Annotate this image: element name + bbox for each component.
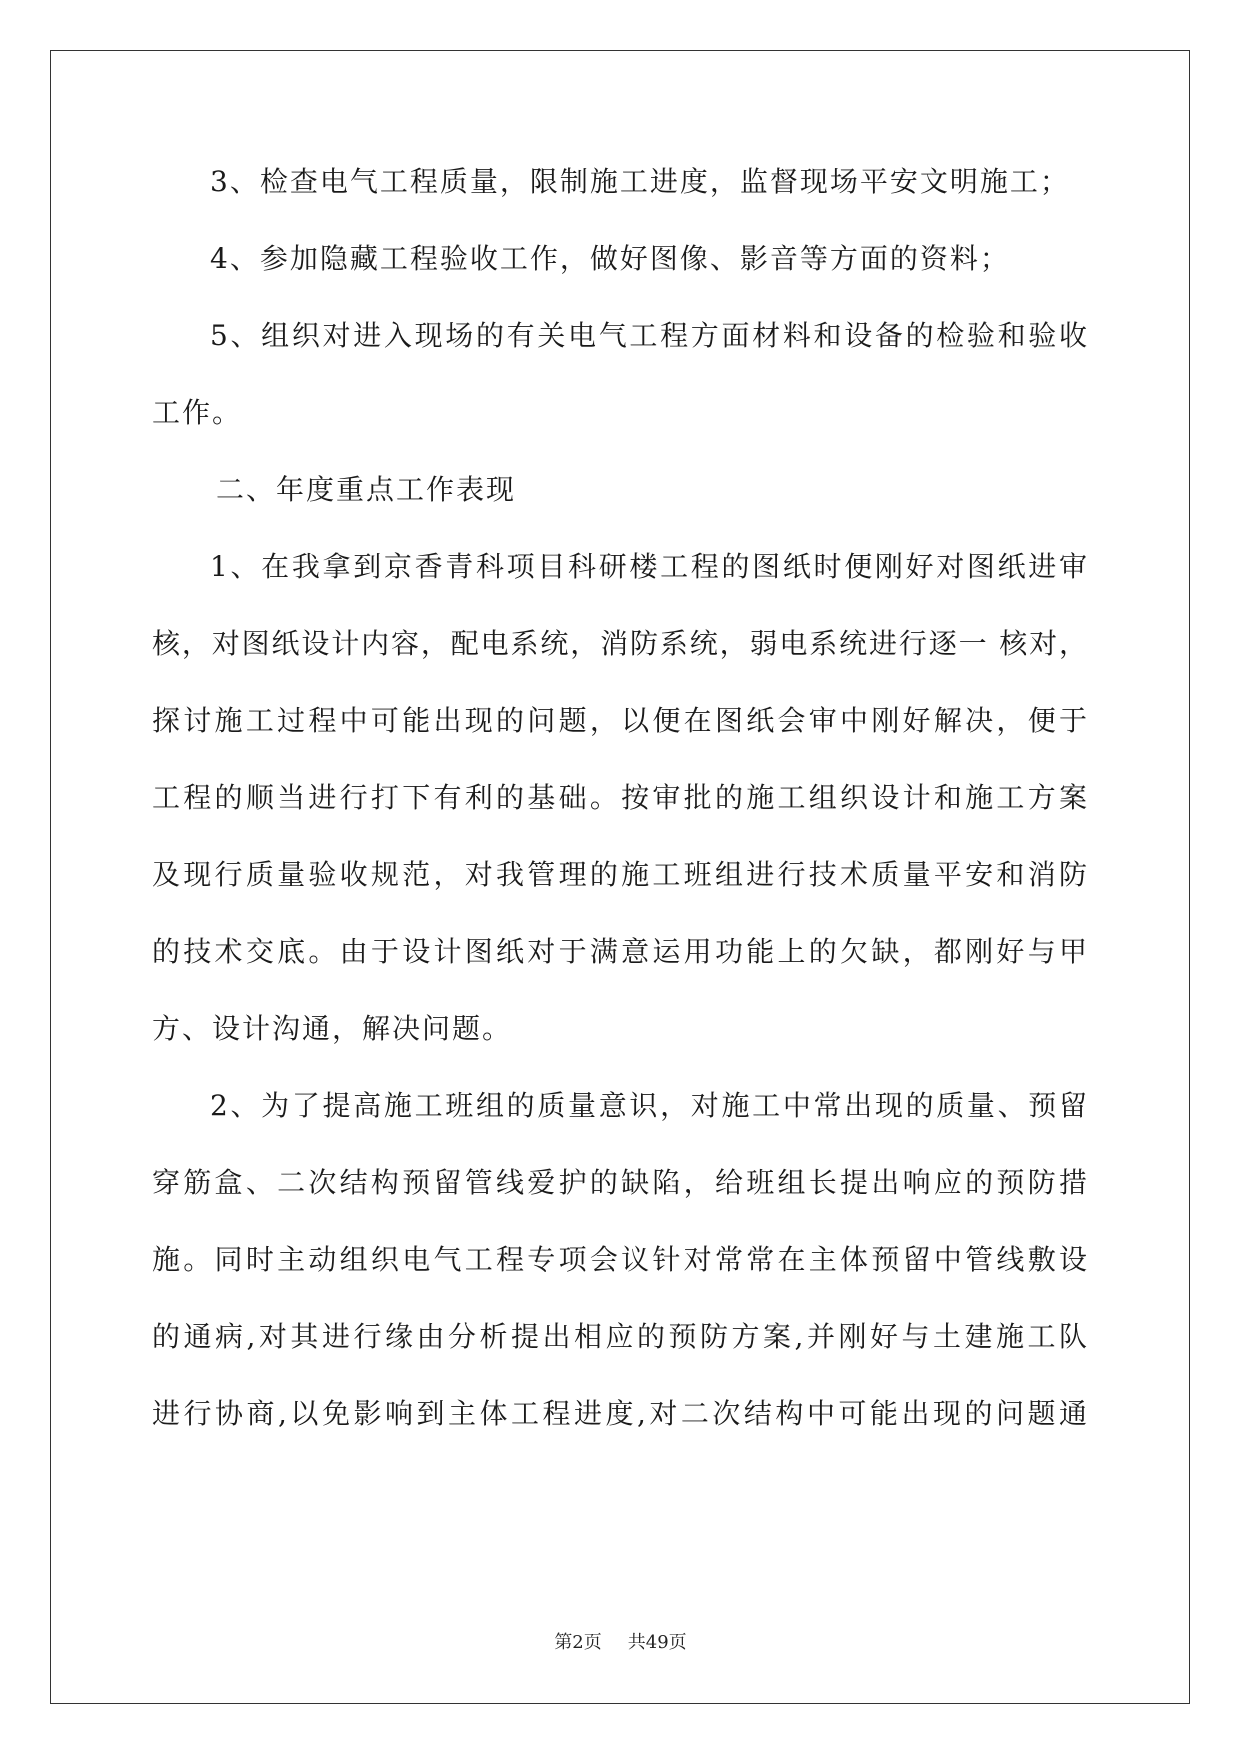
text-line: 二、年度重点工作表现 bbox=[216, 473, 517, 506]
text-line: 3、检查电气工程质量，限制施工进度，监督现场平安文明施工； bbox=[210, 165, 1070, 198]
page-total: 共49页 bbox=[627, 1632, 687, 1653]
text-line: 核，对图纸设计内容，配电系统，消防系统，弱电系统进行逐一 核对， bbox=[152, 627, 1087, 660]
text-line: 4、参加隐藏工程验收工作，做好图像、影音等方面的资料； bbox=[210, 242, 1010, 275]
text-line: 探讨施工过程中可能出现的问题，以便在图纸会审中刚好解决，便于 bbox=[152, 704, 1087, 737]
text-line: 及现行质量验收规范，对我管理的施工班组进行技术质量平安和消防 bbox=[152, 858, 1087, 891]
text-line: 5、组织对进入现场的有关电气工程方面材料和设备的检验和验收 bbox=[210, 319, 1087, 352]
text-line: 的技术交底。由于设计图纸对于满意运用功能上的欠缺，都刚好与甲 bbox=[152, 935, 1087, 968]
text-line: 进行协商,以免影响到主体工程进度,对二次结构中可能出现的问题通 bbox=[152, 1397, 1087, 1430]
text-line: 2、为了提高施工班组的质量意识，对施工中常出现的质量、预留 bbox=[210, 1089, 1087, 1122]
page-number: 第2页 bbox=[554, 1632, 602, 1653]
text-line: 的通病,对其进行缘由分析提出相应的预防方案,并刚好与土建施工队 bbox=[152, 1320, 1087, 1353]
text-line: 穿筋盒、二次结构预留管线爱护的缺陷，给班组长提出响应的预防措 bbox=[152, 1166, 1087, 1199]
text-line: 1、在我拿到京香青科项目科研楼工程的图纸时便刚好对图纸进审 bbox=[210, 550, 1087, 583]
text-line: 方、设计沟通，解决问题。 bbox=[152, 1012, 513, 1045]
page-footer bbox=[0, 1628, 1241, 1654]
document-body bbox=[152, 160, 1087, 1469]
text-line: 工程的顺当进行打下有利的基础。按审批的施工组织设计和施工方案 bbox=[152, 781, 1087, 814]
text-line: 施。同时主动组织电气工程专项会议针对常常在主体预留中管线敷设 bbox=[152, 1243, 1087, 1276]
text-line: 工作。 bbox=[152, 396, 243, 429]
